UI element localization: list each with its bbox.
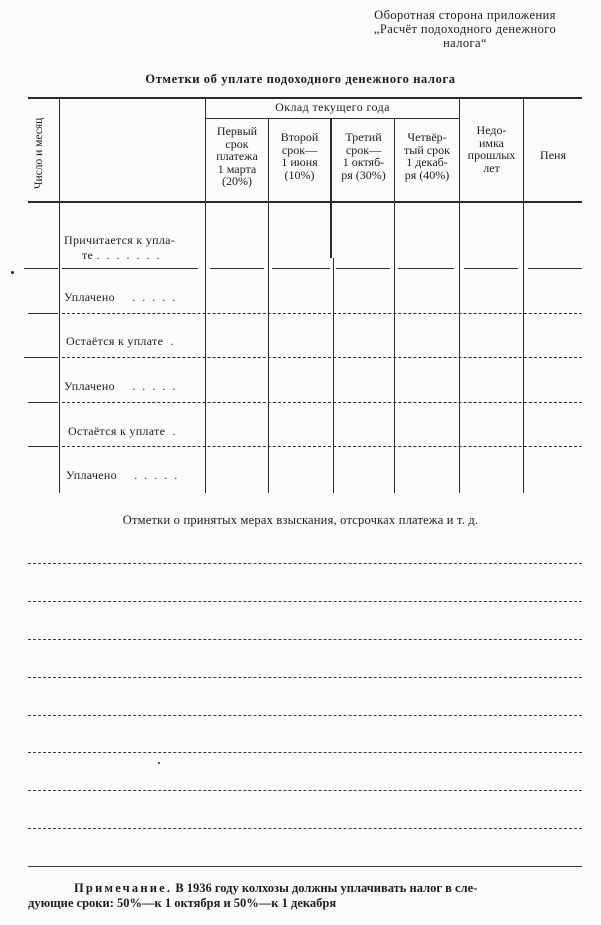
- column-divider: [333, 258, 334, 493]
- column-header-second-term: [269, 131, 330, 181]
- header-line: лет: [483, 160, 500, 175]
- column-header-penalty: Пеня: [540, 148, 566, 162]
- column-header-first-term: [206, 125, 268, 188]
- header-line: тый срок: [404, 142, 450, 157]
- row-label-due: [64, 233, 175, 263]
- writing-line: [28, 866, 582, 867]
- dot-leader: . . . . . . .: [96, 248, 162, 262]
- corner-note-line2: „Расчёт подоходного денежного: [373, 22, 557, 36]
- ink-speck: [158, 762, 160, 764]
- row-label-remaining: [66, 334, 176, 349]
- table-title: Отметки об уплате подоходного денежного налога: [145, 72, 456, 86]
- header-bottom-border: [28, 201, 582, 203]
- row-divider: [528, 268, 582, 269]
- row-divider: [28, 402, 58, 403]
- row-label-text: Остаётся к уплате: [66, 334, 164, 348]
- header-line: 1 марта: [217, 161, 257, 176]
- row-divider: [210, 268, 264, 269]
- row-divider: [28, 313, 58, 314]
- column-header-fourth-term: [395, 131, 459, 181]
- row-divider: [336, 268, 390, 269]
- header-line: Четвёр-: [407, 130, 447, 144]
- corner-note-line1: Оборотная сторона приложения: [374, 8, 556, 22]
- header-line: Первый: [216, 124, 258, 138]
- row-label-text: те: [82, 248, 94, 262]
- measures-title: Отметки о принятых мерах взыскания, отсрочках платежа и т. д.: [122, 513, 479, 527]
- writing-line: [28, 563, 582, 564]
- column-divider: [330, 118, 332, 258]
- header-line: срок—: [345, 142, 382, 157]
- header-line: 1 декаб-: [406, 155, 448, 169]
- footnote-line1: [74, 881, 574, 896]
- writing-line: [28, 715, 582, 716]
- table-top-border: [28, 97, 582, 99]
- row-divider: [24, 357, 58, 358]
- column-header-date: Число и месяц: [33, 117, 45, 189]
- row-divider: [62, 268, 198, 269]
- writing-line: [28, 601, 582, 602]
- header-line: (20%): [222, 174, 252, 188]
- header-line: ря (30%): [341, 167, 386, 182]
- row-label-remaining: [68, 424, 178, 439]
- dot-leader: . . . . .: [134, 468, 180, 482]
- row-divider: [24, 268, 58, 269]
- writing-line: [28, 639, 582, 640]
- row-label-paid: [64, 290, 177, 305]
- ink-speck: [11, 271, 14, 274]
- footnote: [28, 881, 574, 911]
- writing-line: [28, 790, 582, 791]
- header-line: Второй: [280, 130, 319, 144]
- row-label-text: Уплачено: [64, 290, 115, 304]
- column-header-third-term: [333, 131, 394, 181]
- row-label-text: Уплачено: [66, 468, 117, 482]
- header-line: (10%): [284, 167, 315, 182]
- row-label-line: Причитается к упла-: [64, 233, 176, 247]
- row-label-line: [64, 248, 175, 263]
- row-label-text: Остаётся к уплате: [68, 424, 166, 438]
- header-line: Третий: [345, 130, 382, 144]
- footnote-text: В 1936 году колхозы должны уплачивать налог в сле-: [172, 881, 478, 895]
- writing-line: [28, 677, 582, 678]
- dot-leader: .: [172, 424, 178, 438]
- header-line: 1 июня: [281, 155, 318, 169]
- header-line: срок: [225, 136, 249, 151]
- header-line: срок—: [281, 142, 318, 157]
- row-divider: [28, 446, 58, 447]
- header-line: 1 октяб-: [342, 155, 385, 169]
- footnote-label: Примечание.: [74, 881, 173, 895]
- writing-line: [28, 752, 582, 753]
- row-divider: [62, 446, 582, 447]
- writing-line: [28, 828, 582, 829]
- dot-leader: . . . . .: [132, 290, 178, 304]
- dot-leader: .: [170, 334, 176, 348]
- header-line: ря (40%): [404, 167, 450, 182]
- column-group-header: Оклад текущего года: [275, 100, 390, 114]
- row-divider: [62, 402, 582, 403]
- column-header-arrears: [460, 124, 523, 174]
- row-divider: [272, 268, 330, 269]
- row-label-paid: [66, 468, 179, 483]
- group-header-underline: [206, 118, 459, 119]
- row-label-paid: [64, 379, 177, 394]
- header-line: прошлых: [467, 148, 516, 162]
- header-line: платежа: [216, 149, 258, 163]
- column-divider: [59, 97, 60, 493]
- footnote-line2: дующие сроки: 50%—к 1 октября и 50%—к 1 декабря: [28, 896, 337, 910]
- row-divider: [398, 268, 454, 269]
- row-label-text: Уплачено: [64, 379, 115, 393]
- row-divider: [62, 357, 582, 358]
- corner-note-line3: налога“: [443, 36, 487, 50]
- header-line: Недо-: [476, 123, 507, 137]
- row-divider: [62, 313, 582, 314]
- row-divider: [464, 268, 518, 269]
- header-line: имка: [479, 135, 504, 150]
- dot-leader: . . . . .: [132, 379, 178, 393]
